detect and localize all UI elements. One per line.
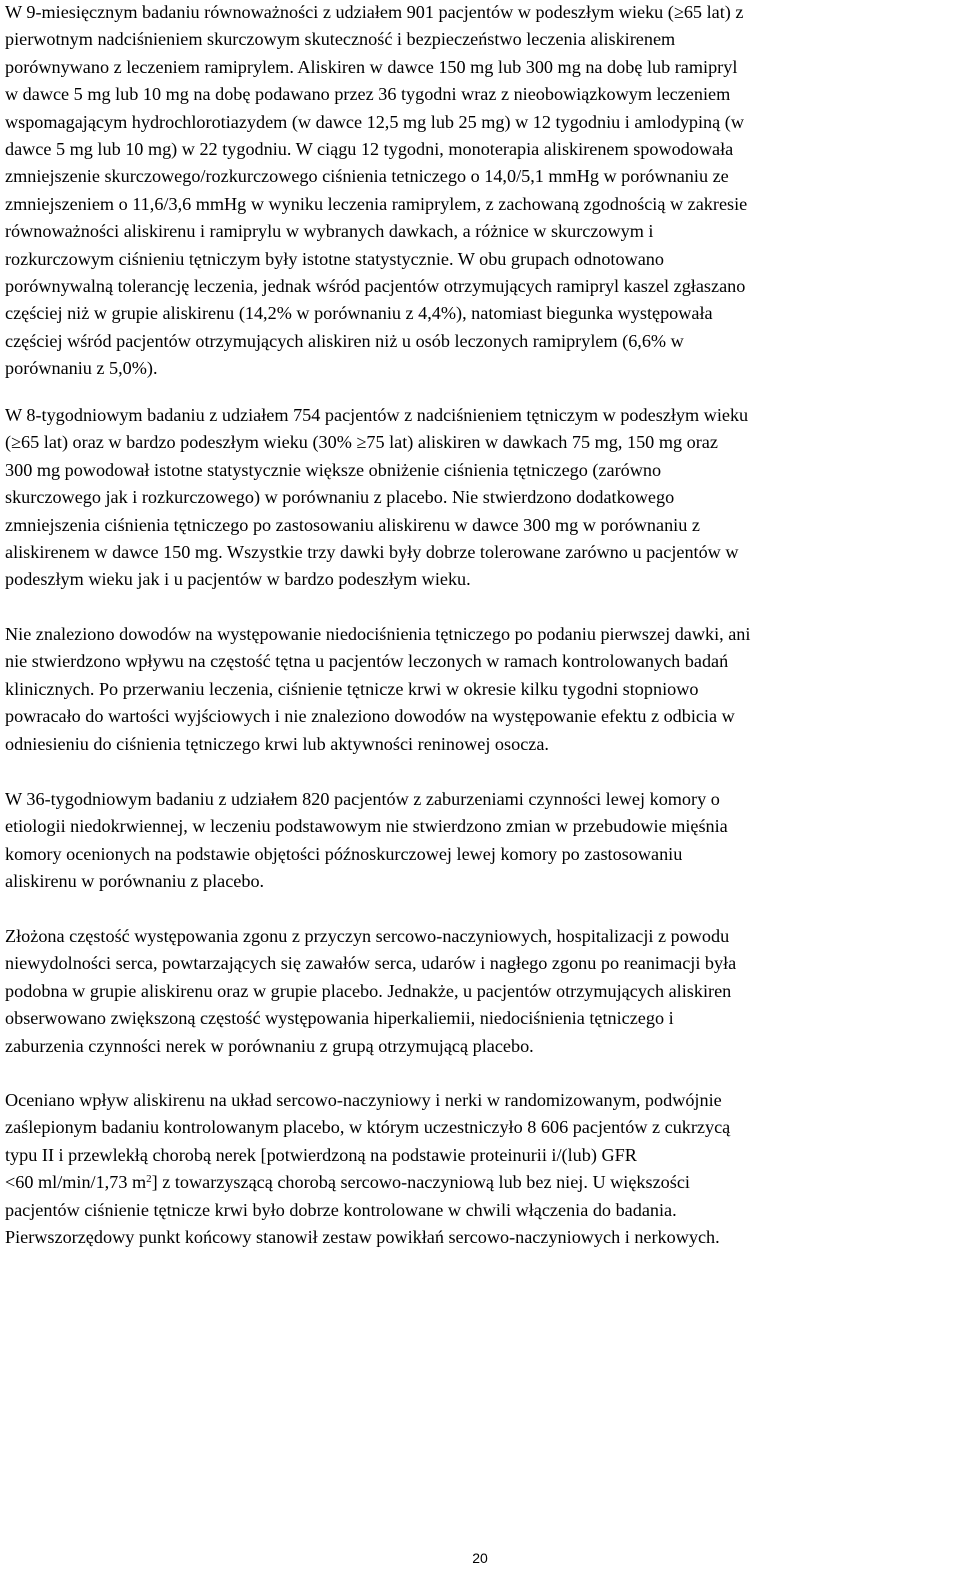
text-line: częściej niż w grupie aliskirenu (14,2% w porównaniu z 4,4%), natomiast biegunka występowała bbox=[5, 303, 713, 324]
text-line: porównaniu z 5,0%). bbox=[5, 358, 158, 379]
text-line: w dawce 5 mg lub 10 mg na dobę podawano przez 36 tygodni wraz z nieobowiązkowym leczeniem bbox=[5, 84, 731, 105]
text-line: obserwowano zwiększoną częstość występowania hiperkaliemii, niedociśnienia tętniczego i bbox=[5, 1008, 674, 1029]
text-line: aliskirenem w dawce 150 mg. Wszystkie trzy dawki były dobrze tolerowane zarówno u pacjentów w bbox=[5, 541, 739, 562]
paragraph-composite-outcome bbox=[5, 923, 736, 1060]
text-line: powracało do wartości wyjściowych i nie znaleziono dowodów na występowanie efektu z odbicia w bbox=[5, 706, 735, 727]
text-line: dawce 5 mg lub 10 mg) w 22 tygodniu. W ciągu 12 tygodni, monoterapia aliskirenem spowodowała bbox=[5, 138, 734, 159]
text-line: typu II i przewlekłą chorobą nerek [potwierdzoną na podstawie proteinurii i/(lub) GFR bbox=[5, 1144, 637, 1165]
text-line: skurczowego jak i rozkurczowego) w porównaniu z placebo. Nie stwierdzono dodatkowego bbox=[5, 487, 675, 508]
text-line: porównywano z leczeniem ramiprylem. Aliskiren w dawce 150 mg lub 300 mg na dobę lub ramipryl bbox=[5, 56, 738, 77]
text-line: Pierwszorzędowy punkt końcowy stanowił zestaw powikłań sercowo-naczyniowych i nerkowych. bbox=[5, 1226, 720, 1247]
text-line: 300 mg powodował istotne statystycznie większe obniżenie ciśnienia tętniczego (zarówno bbox=[5, 459, 662, 480]
paragraph-no-hypotension bbox=[5, 621, 750, 758]
text-line: równoważności aliskirenu i ramiprylu w wybranych dawkach, a różnice w skurczowym i bbox=[5, 221, 654, 242]
paragraph-renal-cardiovascular-trial bbox=[5, 1087, 730, 1251]
paragraph-eight-week-study bbox=[5, 402, 748, 594]
text-line: wspomagającym hydrochlorotiazydem (w dawce 12,5 mg lub 25 mg) w 12 tygodniu i amlodypiną (w bbox=[5, 111, 744, 132]
text-line: podeszłym wieku jak i u pacjentów w bardzo podeszłym wieku. bbox=[5, 569, 471, 590]
text-line: nie stwierdzono wpływu na częstość tętna u pacjentów leczonych w ramach kontrolowanych badań bbox=[5, 651, 729, 672]
text-line: rozkurczowym ciśnieniu tętniczym były istotne statystycznie. W obu grupach odnotowano bbox=[5, 248, 664, 269]
text-line: pacjentów ciśnienie tętnicze krwi było dobrze kontrolowane w chwili włączenia do badania. bbox=[5, 1199, 677, 1220]
text-line: zaślepionym badaniu kontrolowanym placebo, w którym uczestniczyło 8 606 pacjentów z cukrzycą bbox=[5, 1117, 731, 1138]
text-line: komory ocenionych na podstawie objętości późnoskurczowej lewej komory po zastosowaniu bbox=[5, 843, 683, 864]
text-line: Złożona częstość występowania zgonu z przyczyn sercowo-naczyniowych, hospitalizacji z powodu bbox=[5, 926, 730, 946]
text-line: klinicznych. Po przerwaniu leczenia, ciśnienie tętnicze krwi w okresie kilku tygodni stopniowo bbox=[5, 678, 699, 699]
text-line: Nie znaleziono dowodów na występowanie niedociśnienia tętniczego po podaniu pierwszej dawki, ani bbox=[5, 624, 751, 644]
text-line: niewydolności serca, powtarzających się zawałów serca, udarów i nagłego zgonu po reanimacji była bbox=[5, 953, 737, 974]
paragraph-elderly-hypertension-study bbox=[5, 0, 747, 382]
text-line: aliskirenu w porównaniu z placebo. bbox=[5, 871, 265, 892]
text-line: zaburzenia czynności nerek w porównaniu z grupą otrzymującą placebo. bbox=[5, 1035, 534, 1056]
superscript-two: 2 bbox=[146, 1173, 152, 1186]
text-line: Oceniano wpływ aliskirenu na układ sercowo-naczyniowy i nerki w randomizowanym, podwójnie bbox=[5, 1090, 722, 1110]
text-line: W 9-miesięcznym badaniu równoważności z udziałem 901 pacjentów w podeszłym wieku (≥65 lat) z bbox=[5, 2, 744, 22]
text-line: zmniejszenie skurczowego/rozkurczowego ciśnienia tetniczego o 14,0/5,1 mmHg w porównaniu ze bbox=[5, 166, 729, 187]
text-line: podobna w grupie aliskirenu oraz w grupie placebo. Jednakże, u pacjentów otrzymujących aliskiren bbox=[5, 980, 732, 1001]
text-line: zmniejszeniem o 11,6/3,6 mmHg w wyniku leczenia ramiprylem, z zachowaną zgodnością w zakresie bbox=[5, 193, 748, 214]
text-line: W 8-tygodniowym badaniu z udziałem 754 pacjentów z nadciśnieniem tętniczym w podeszłym wieku bbox=[5, 405, 749, 425]
text-line-with-superscript bbox=[5, 1169, 730, 1196]
page-number: 20 bbox=[472, 1550, 488, 1566]
text-line: zmniejszenia ciśnienia tętniczego po zastosowaniu aliskirenu w dawce 300 mg w porównaniu z bbox=[5, 514, 700, 535]
text-line: W 36-tygodniowym badaniu z udziałem 820 pacjentów z zaburzeniami czynności lewej komory o bbox=[5, 789, 720, 809]
text-line: częściej wśród pacjentów otrzymujących aliskiren niż u osób leczonych ramiprylem (6,6% w bbox=[5, 330, 684, 351]
text-line: odniesieniu do ciśnienia tętniczego krwi lub aktywności reninowej osocza. bbox=[5, 733, 549, 754]
text-line: etiologii niedokrwiennej, w leczeniu podstawowym nie stwierdzono zmian w przebudowie mięśnia bbox=[5, 816, 728, 837]
text-line: (≥65 lat) oraz w bardzo podeszłym wieku (30% ≥75 lat) aliskiren w dawkach 75 mg, 150 mg oraz bbox=[5, 432, 718, 453]
paragraph-left-ventricle-study bbox=[5, 786, 728, 896]
text-line: pierwotnym nadciśnieniem skurczowym skuteczność i bezpieczeństwo leczenia aliskirenem bbox=[5, 29, 676, 50]
text-fragment: <60 ml/min/1,73 m bbox=[5, 1172, 147, 1193]
text-fragment: ] z towarzyszącą chorobą sercowo-naczyniową lub bez niej. U większości bbox=[151, 1172, 690, 1193]
text-line: porównywalną tolerancję leczenia, jednak wśród pacjentów otrzymujących ramipryl kaszel zgłaszano bbox=[5, 275, 746, 296]
